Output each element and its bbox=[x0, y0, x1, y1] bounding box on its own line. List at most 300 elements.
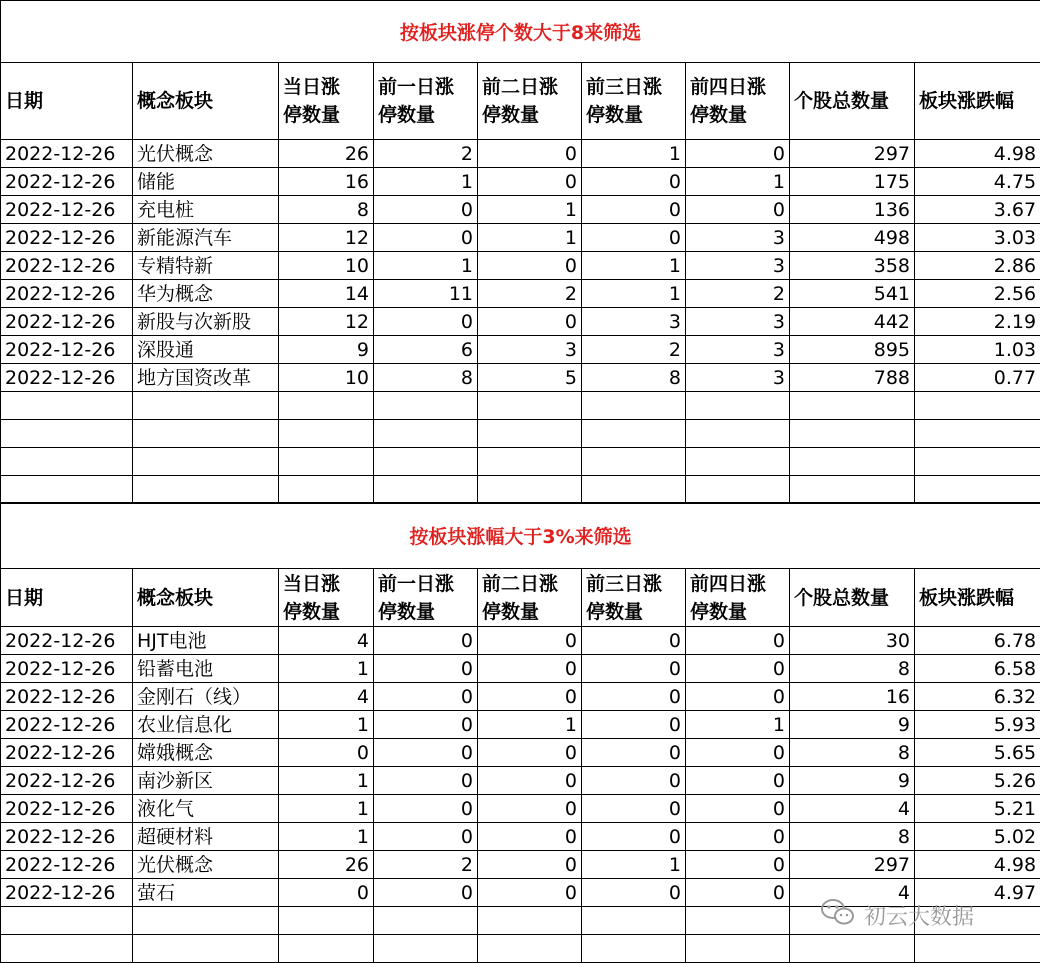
empty-cell[interactable] bbox=[133, 907, 279, 935]
empty-cell[interactable] bbox=[915, 935, 1040, 963]
value-cell[interactable]: 4.97 bbox=[915, 879, 1040, 907]
table-body bbox=[1, 1, 1040, 504]
table-row bbox=[1, 168, 1040, 196]
value-cell[interactable]: 3.03 bbox=[915, 224, 1040, 252]
table-title[interactable]: 按板块涨幅大于3%来筛选 bbox=[1, 503, 1040, 569]
value-cell[interactable]: 1 bbox=[478, 224, 582, 252]
empty-cell[interactable] bbox=[915, 392, 1040, 420]
column-header[interactable] bbox=[374, 569, 478, 627]
empty-cell[interactable] bbox=[1, 476, 133, 504]
value-cell[interactable]: 6.78 bbox=[915, 627, 1040, 655]
sector-cell[interactable]: HJT电池 bbox=[133, 627, 279, 655]
table-row bbox=[1, 851, 1040, 879]
value-cell[interactable]: 4 bbox=[790, 879, 915, 907]
value-cell[interactable]: 0 bbox=[582, 683, 686, 711]
value-cell[interactable]: 0 bbox=[582, 224, 686, 252]
date-cell[interactable]: 2022-12-26 bbox=[1, 280, 133, 308]
value-cell[interactable]: 0 bbox=[374, 627, 478, 655]
table-row bbox=[1, 224, 1040, 252]
date-cell[interactable]: 2022-12-26 bbox=[1, 364, 133, 392]
empty-row bbox=[1, 935, 1040, 963]
empty-cell[interactable] bbox=[1, 907, 133, 935]
column-header-line: 个股总数量 bbox=[794, 87, 910, 115]
table-row bbox=[1, 823, 1040, 851]
empty-cell[interactable] bbox=[374, 935, 478, 963]
value-cell[interactable]: 358 bbox=[790, 252, 915, 280]
column-header[interactable] bbox=[1, 569, 133, 627]
value-cell[interactable]: 0.77 bbox=[915, 364, 1040, 392]
column-header[interactable] bbox=[686, 569, 790, 627]
value-cell[interactable]: 12 bbox=[279, 308, 374, 336]
value-cell[interactable]: 0 bbox=[582, 823, 686, 851]
value-cell[interactable]: 11 bbox=[374, 280, 478, 308]
value-cell[interactable]: 0 bbox=[374, 823, 478, 851]
value-cell[interactable]: 0 bbox=[582, 795, 686, 823]
value-cell[interactable]: 4 bbox=[790, 795, 915, 823]
date-cell[interactable]: 2022-12-26 bbox=[1, 851, 133, 879]
value-cell[interactable]: 0 bbox=[478, 851, 582, 879]
value-cell[interactable]: 0 bbox=[374, 224, 478, 252]
empty-cell[interactable] bbox=[374, 392, 478, 420]
column-header-line: 日期 bbox=[5, 584, 128, 612]
value-cell[interactable]: 0 bbox=[582, 196, 686, 224]
table-row bbox=[1, 308, 1040, 336]
column-header[interactable] bbox=[478, 63, 582, 140]
empty-cell[interactable] bbox=[133, 476, 279, 504]
empty-cell[interactable] bbox=[915, 448, 1040, 476]
value-cell[interactable]: 0 bbox=[686, 196, 790, 224]
watermark-text: 初云大数据 bbox=[864, 900, 974, 931]
empty-cell[interactable] bbox=[478, 476, 582, 504]
value-cell[interactable]: 0 bbox=[686, 767, 790, 795]
table-row bbox=[1, 252, 1040, 280]
table-row bbox=[1, 364, 1040, 392]
value-cell[interactable]: 2.19 bbox=[915, 308, 1040, 336]
value-cell[interactable]: 0 bbox=[686, 140, 790, 168]
empty-row bbox=[1, 476, 1040, 504]
empty-cell[interactable] bbox=[279, 392, 374, 420]
value-cell[interactable]: 2 bbox=[374, 140, 478, 168]
date-cell[interactable]: 2022-12-26 bbox=[1, 711, 133, 739]
empty-cell[interactable] bbox=[790, 935, 915, 963]
empty-cell[interactable] bbox=[790, 392, 915, 420]
value-cell[interactable]: 1 bbox=[686, 168, 790, 196]
sector-cell[interactable]: 金刚石（线） bbox=[133, 683, 279, 711]
sector-cell[interactable]: 嫦娥概念 bbox=[133, 739, 279, 767]
sector-cell[interactable]: 深股通 bbox=[133, 336, 279, 364]
empty-cell[interactable] bbox=[478, 907, 582, 935]
value-cell[interactable]: 0 bbox=[478, 823, 582, 851]
value-cell[interactable]: 5 bbox=[478, 364, 582, 392]
date-cell[interactable]: 2022-12-26 bbox=[1, 252, 133, 280]
value-cell[interactable]: 30 bbox=[790, 627, 915, 655]
value-cell[interactable]: 0 bbox=[374, 655, 478, 683]
empty-cell[interactable] bbox=[478, 935, 582, 963]
value-cell[interactable]: 0 bbox=[686, 823, 790, 851]
value-cell[interactable]: 0 bbox=[686, 851, 790, 879]
date-cell[interactable]: 2022-12-26 bbox=[1, 224, 133, 252]
sector-cell[interactable]: 液化气 bbox=[133, 795, 279, 823]
column-header[interactable] bbox=[279, 63, 374, 140]
date-cell[interactable]: 2022-12-26 bbox=[1, 683, 133, 711]
value-cell[interactable]: 1 bbox=[279, 655, 374, 683]
value-cell[interactable]: 0 bbox=[582, 655, 686, 683]
value-cell[interactable]: 2 bbox=[374, 851, 478, 879]
value-cell[interactable]: 175 bbox=[790, 168, 915, 196]
empty-cell[interactable] bbox=[790, 420, 915, 448]
table-row bbox=[1, 739, 1040, 767]
empty-cell[interactable] bbox=[478, 420, 582, 448]
column-header[interactable] bbox=[790, 63, 915, 140]
value-cell[interactable]: 1 bbox=[279, 795, 374, 823]
value-cell[interactable]: 1 bbox=[582, 140, 686, 168]
date-cell[interactable]: 2022-12-26 bbox=[1, 140, 133, 168]
value-cell[interactable]: 5.65 bbox=[915, 739, 1040, 767]
table-row bbox=[1, 140, 1040, 168]
column-header[interactable] bbox=[279, 569, 374, 627]
value-cell[interactable]: 10 bbox=[279, 252, 374, 280]
date-cell[interactable]: 2022-12-26 bbox=[1, 168, 133, 196]
value-cell[interactable]: 0 bbox=[582, 627, 686, 655]
empty-cell[interactable] bbox=[582, 476, 686, 504]
empty-cell[interactable] bbox=[279, 907, 374, 935]
value-cell[interactable]: 6 bbox=[374, 336, 478, 364]
value-cell[interactable]: 0 bbox=[686, 879, 790, 907]
empty-cell[interactable] bbox=[686, 392, 790, 420]
empty-cell[interactable] bbox=[686, 907, 790, 935]
value-cell[interactable]: 4.98 bbox=[915, 851, 1040, 879]
value-cell[interactable]: 0 bbox=[374, 767, 478, 795]
date-cell[interactable]: 2022-12-26 bbox=[1, 336, 133, 364]
value-cell[interactable]: 1 bbox=[478, 196, 582, 224]
value-cell[interactable]: 0 bbox=[686, 655, 790, 683]
empty-cell[interactable] bbox=[582, 907, 686, 935]
column-header[interactable] bbox=[374, 63, 478, 140]
value-cell[interactable]: 1 bbox=[582, 851, 686, 879]
sector-cell[interactable]: 南沙新区 bbox=[133, 767, 279, 795]
empty-cell[interactable] bbox=[582, 392, 686, 420]
empty-cell[interactable] bbox=[133, 392, 279, 420]
table-row bbox=[1, 196, 1040, 224]
column-header-line: 停数量 bbox=[378, 598, 473, 626]
empty-cell[interactable] bbox=[1, 935, 133, 963]
column-header[interactable] bbox=[686, 63, 790, 140]
date-cell[interactable]: 2022-12-26 bbox=[1, 627, 133, 655]
value-cell[interactable]: 0 bbox=[374, 879, 478, 907]
sector-cell[interactable]: 储能 bbox=[133, 168, 279, 196]
empty-cell[interactable] bbox=[582, 420, 686, 448]
value-cell[interactable]: 0 bbox=[686, 795, 790, 823]
value-cell[interactable]: 0 bbox=[582, 767, 686, 795]
column-header-line: 前三日涨 bbox=[586, 570, 681, 598]
table-row bbox=[1, 280, 1040, 308]
value-cell[interactable]: 442 bbox=[790, 308, 915, 336]
value-cell[interactable]: 0 bbox=[582, 168, 686, 196]
table-body bbox=[1, 503, 1040, 963]
column-header[interactable] bbox=[915, 63, 1040, 140]
value-cell[interactable]: 0 bbox=[279, 879, 374, 907]
table-row bbox=[1, 795, 1040, 823]
value-cell[interactable]: 4 bbox=[279, 683, 374, 711]
column-header-line: 停数量 bbox=[482, 101, 577, 129]
value-cell[interactable]: 3 bbox=[686, 252, 790, 280]
date-cell[interactable]: 2022-12-26 bbox=[1, 795, 133, 823]
value-cell[interactable]: 9 bbox=[279, 336, 374, 364]
empty-cell[interactable] bbox=[478, 392, 582, 420]
value-cell[interactable]: 1 bbox=[279, 767, 374, 795]
empty-cell[interactable] bbox=[374, 907, 478, 935]
value-cell[interactable]: 0 bbox=[478, 683, 582, 711]
value-cell[interactable]: 0 bbox=[478, 308, 582, 336]
value-cell[interactable]: 1 bbox=[686, 711, 790, 739]
sector-cell[interactable]: 光伏概念 bbox=[133, 140, 279, 168]
empty-cell[interactable] bbox=[374, 420, 478, 448]
empty-cell[interactable] bbox=[374, 476, 478, 504]
value-cell[interactable]: 498 bbox=[790, 224, 915, 252]
date-cell[interactable]: 2022-12-26 bbox=[1, 308, 133, 336]
value-cell[interactable]: 5.93 bbox=[915, 711, 1040, 739]
sector-cell[interactable]: 农业信息化 bbox=[133, 711, 279, 739]
value-cell[interactable]: 0 bbox=[582, 879, 686, 907]
sector-cell[interactable]: 地方国资改革 bbox=[133, 364, 279, 392]
empty-cell[interactable] bbox=[1, 448, 133, 476]
value-cell[interactable]: 8 bbox=[790, 739, 915, 767]
value-cell[interactable]: 6.32 bbox=[915, 683, 1040, 711]
value-cell[interactable]: 4.75 bbox=[915, 168, 1040, 196]
value-cell[interactable]: 541 bbox=[790, 280, 915, 308]
value-cell[interactable]: 0 bbox=[686, 683, 790, 711]
empty-cell[interactable] bbox=[1, 392, 133, 420]
empty-cell[interactable] bbox=[582, 935, 686, 963]
filter-table-gain bbox=[0, 502, 1040, 963]
column-header[interactable] bbox=[133, 63, 279, 140]
value-cell[interactable]: 0 bbox=[374, 795, 478, 823]
date-cell[interactable]: 2022-12-26 bbox=[1, 879, 133, 907]
value-cell[interactable]: 5.02 bbox=[915, 823, 1040, 851]
value-cell[interactable]: 0 bbox=[582, 739, 686, 767]
date-cell[interactable]: 2022-12-26 bbox=[1, 767, 133, 795]
empty-cell[interactable] bbox=[478, 448, 582, 476]
column-header-line: 停数量 bbox=[283, 598, 369, 626]
column-header-line: 前四日涨 bbox=[690, 570, 785, 598]
empty-cell[interactable] bbox=[1, 420, 133, 448]
value-cell[interactable]: 1 bbox=[374, 252, 478, 280]
column-header-line: 前二日涨 bbox=[482, 570, 577, 598]
value-cell[interactable]: 3 bbox=[686, 336, 790, 364]
value-cell[interactable]: 136 bbox=[790, 196, 915, 224]
value-cell[interactable]: 3 bbox=[686, 224, 790, 252]
value-cell[interactable]: 1 bbox=[582, 252, 686, 280]
value-cell[interactable]: 5.21 bbox=[915, 795, 1040, 823]
value-cell[interactable]: 3 bbox=[582, 308, 686, 336]
value-cell[interactable]: 2.56 bbox=[915, 280, 1040, 308]
column-header-line: 当日涨 bbox=[283, 73, 369, 101]
column-header-line: 停数量 bbox=[690, 101, 785, 129]
sector-cell[interactable]: 新能源汽车 bbox=[133, 224, 279, 252]
column-header-line: 前一日涨 bbox=[378, 570, 473, 598]
value-cell[interactable]: 8 bbox=[374, 364, 478, 392]
value-cell[interactable]: 9 bbox=[790, 711, 915, 739]
empty-cell[interactable] bbox=[915, 476, 1040, 504]
value-cell[interactable]: 1 bbox=[374, 168, 478, 196]
column-header-line: 停数量 bbox=[690, 598, 785, 626]
value-cell[interactable]: 895 bbox=[790, 336, 915, 364]
value-cell[interactable]: 8 bbox=[790, 823, 915, 851]
empty-cell[interactable] bbox=[686, 935, 790, 963]
value-cell[interactable]: 2 bbox=[582, 336, 686, 364]
value-cell[interactable]: 16 bbox=[279, 168, 374, 196]
value-cell[interactable]: 2 bbox=[686, 280, 790, 308]
value-cell[interactable]: 0 bbox=[478, 879, 582, 907]
value-cell[interactable]: 0 bbox=[374, 308, 478, 336]
value-cell[interactable]: 297 bbox=[790, 851, 915, 879]
value-cell[interactable]: 0 bbox=[686, 627, 790, 655]
sector-cell[interactable]: 超硬材料 bbox=[133, 823, 279, 851]
value-cell[interactable]: 1 bbox=[478, 711, 582, 739]
column-header[interactable] bbox=[790, 569, 915, 627]
value-cell[interactable]: 0 bbox=[478, 767, 582, 795]
column-header-line: 停数量 bbox=[283, 101, 369, 129]
empty-cell[interactable] bbox=[279, 448, 374, 476]
column-header[interactable] bbox=[582, 569, 686, 627]
table-row bbox=[1, 336, 1040, 364]
value-cell[interactable]: 0 bbox=[478, 655, 582, 683]
sector-cell[interactable]: 充电桩 bbox=[133, 196, 279, 224]
value-cell[interactable]: 1 bbox=[582, 280, 686, 308]
value-cell[interactable]: 1 bbox=[279, 711, 374, 739]
value-cell[interactable]: 1 bbox=[279, 823, 374, 851]
value-cell[interactable]: 0 bbox=[374, 683, 478, 711]
value-cell[interactable]: 0 bbox=[582, 711, 686, 739]
table-row bbox=[1, 879, 1040, 907]
column-header-line: 停数量 bbox=[586, 101, 681, 129]
value-cell[interactable]: 4 bbox=[279, 627, 374, 655]
value-cell[interactable]: 6.58 bbox=[915, 655, 1040, 683]
value-cell[interactable]: 3 bbox=[686, 308, 790, 336]
empty-cell[interactable] bbox=[374, 448, 478, 476]
value-cell[interactable]: 0 bbox=[374, 196, 478, 224]
value-cell[interactable]: 16 bbox=[790, 683, 915, 711]
column-header-line: 停数量 bbox=[586, 598, 681, 626]
empty-cell[interactable] bbox=[686, 448, 790, 476]
empty-row bbox=[1, 420, 1040, 448]
value-cell[interactable]: 14 bbox=[279, 280, 374, 308]
empty-cell[interactable] bbox=[686, 420, 790, 448]
column-header-line: 板块涨跌幅 bbox=[919, 87, 1036, 115]
value-cell[interactable]: 8 bbox=[790, 655, 915, 683]
value-cell[interactable]: 3 bbox=[478, 336, 582, 364]
empty-cell[interactable] bbox=[790, 476, 915, 504]
value-cell[interactable]: 0 bbox=[279, 739, 374, 767]
empty-row bbox=[1, 392, 1040, 420]
sector-cell[interactable]: 萤石 bbox=[133, 879, 279, 907]
date-cell[interactable]: 2022-12-26 bbox=[1, 823, 133, 851]
value-cell[interactable]: 5.26 bbox=[915, 767, 1040, 795]
empty-cell[interactable] bbox=[133, 448, 279, 476]
table-row bbox=[1, 711, 1040, 739]
value-cell[interactable]: 0 bbox=[478, 168, 582, 196]
value-cell[interactable]: 0 bbox=[374, 739, 478, 767]
value-cell[interactable]: 8 bbox=[582, 364, 686, 392]
empty-cell[interactable] bbox=[686, 476, 790, 504]
column-header-line: 个股总数量 bbox=[794, 584, 910, 612]
value-cell[interactable]: 12 bbox=[279, 224, 374, 252]
sector-cell[interactable]: 华为概念 bbox=[133, 280, 279, 308]
value-cell[interactable]: 0 bbox=[478, 627, 582, 655]
column-header[interactable] bbox=[915, 569, 1040, 627]
value-cell[interactable]: 0 bbox=[478, 739, 582, 767]
column-header-line: 前三日涨 bbox=[586, 73, 681, 101]
empty-cell[interactable] bbox=[279, 476, 374, 504]
column-header[interactable] bbox=[478, 569, 582, 627]
value-cell[interactable]: 8 bbox=[279, 196, 374, 224]
date-cell[interactable]: 2022-12-26 bbox=[1, 196, 133, 224]
column-header-line: 概念板块 bbox=[137, 584, 274, 612]
table-title[interactable]: 按板块涨停个数大于8来筛选 bbox=[1, 1, 1040, 63]
column-header[interactable] bbox=[133, 569, 279, 627]
sector-cell[interactable]: 专精特新 bbox=[133, 252, 279, 280]
sector-cell[interactable]: 新股与次新股 bbox=[133, 308, 279, 336]
column-header-line: 日期 bbox=[5, 87, 128, 115]
column-header[interactable] bbox=[1, 63, 133, 140]
column-header-line: 前一日涨 bbox=[378, 73, 473, 101]
value-cell[interactable]: 4.98 bbox=[915, 140, 1040, 168]
value-cell[interactable]: 3 bbox=[686, 364, 790, 392]
empty-cell[interactable] bbox=[790, 448, 915, 476]
date-cell[interactable]: 2022-12-26 bbox=[1, 739, 133, 767]
empty-row bbox=[1, 448, 1040, 476]
table-row bbox=[1, 627, 1040, 655]
value-cell[interactable]: 2.86 bbox=[915, 252, 1040, 280]
empty-cell[interactable] bbox=[582, 448, 686, 476]
column-header-line: 前二日涨 bbox=[482, 73, 577, 101]
empty-cell[interactable] bbox=[133, 935, 279, 963]
column-header-line: 前四日涨 bbox=[690, 73, 785, 101]
sector-cell[interactable]: 光伏概念 bbox=[133, 851, 279, 879]
value-cell[interactable]: 0 bbox=[374, 711, 478, 739]
value-cell[interactable]: 2 bbox=[478, 280, 582, 308]
column-header-line: 停数量 bbox=[482, 598, 577, 626]
column-header-line: 当日涨 bbox=[283, 570, 369, 598]
date-cell[interactable]: 2022-12-26 bbox=[1, 655, 133, 683]
value-cell[interactable]: 0 bbox=[478, 140, 582, 168]
header-row bbox=[1, 63, 1040, 140]
sector-cell[interactable]: 铅蓄电池 bbox=[133, 655, 279, 683]
value-cell[interactable]: 788 bbox=[790, 364, 915, 392]
empty-cell[interactable] bbox=[790, 907, 915, 935]
column-header-line: 板块涨跌幅 bbox=[919, 584, 1036, 612]
value-cell[interactable]: 0 bbox=[478, 252, 582, 280]
empty-cell[interactable] bbox=[279, 420, 374, 448]
empty-cell[interactable] bbox=[915, 907, 1040, 935]
value-cell[interactable]: 9 bbox=[790, 767, 915, 795]
empty-cell[interactable] bbox=[133, 420, 279, 448]
value-cell[interactable]: 26 bbox=[279, 851, 374, 879]
value-cell[interactable]: 26 bbox=[279, 140, 374, 168]
value-cell[interactable]: 10 bbox=[279, 364, 374, 392]
value-cell[interactable]: 297 bbox=[790, 140, 915, 168]
empty-cell[interactable] bbox=[279, 935, 374, 963]
value-cell[interactable]: 1.03 bbox=[915, 336, 1040, 364]
table-row bbox=[1, 655, 1040, 683]
column-header[interactable] bbox=[582, 63, 686, 140]
empty-cell[interactable] bbox=[915, 420, 1040, 448]
value-cell[interactable]: 3.67 bbox=[915, 196, 1040, 224]
value-cell[interactable]: 0 bbox=[478, 795, 582, 823]
column-header-line: 概念板块 bbox=[137, 87, 274, 115]
table-row bbox=[1, 767, 1040, 795]
value-cell[interactable]: 0 bbox=[686, 739, 790, 767]
